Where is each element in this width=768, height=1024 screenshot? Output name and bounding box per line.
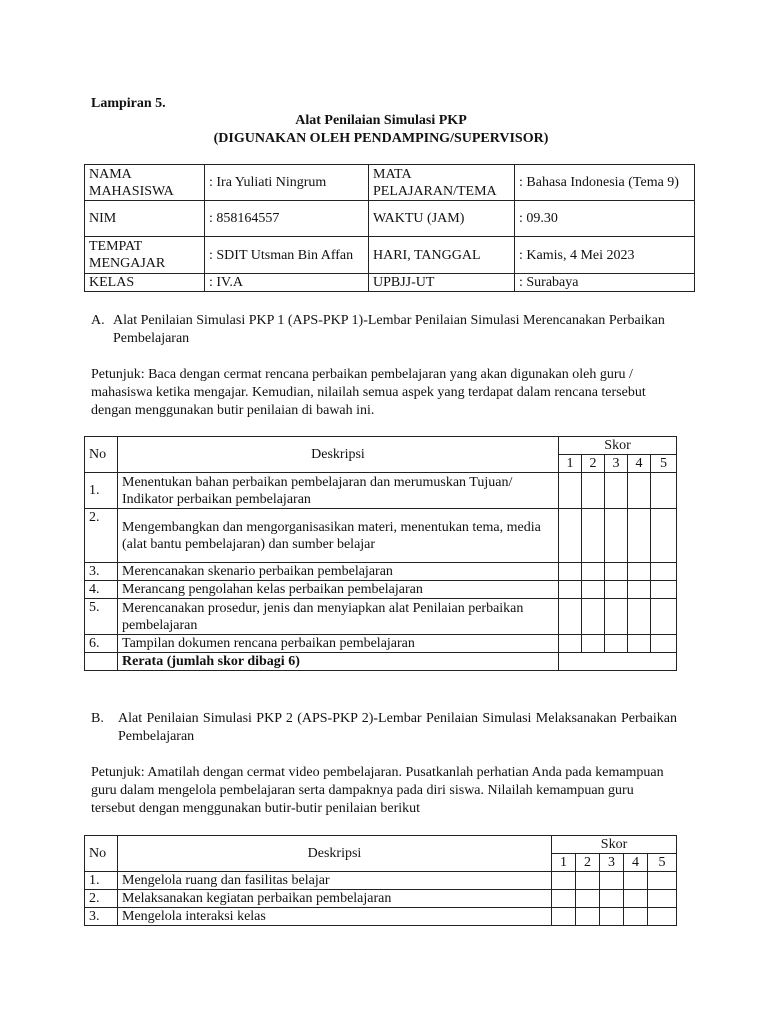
lampiran-label: Lampiran 5. [91, 96, 166, 111]
row-no: 1. [85, 473, 118, 509]
score-header: 4 [628, 455, 651, 473]
score-header: 1 [552, 854, 576, 872]
score-cell[interactable] [605, 599, 628, 635]
score-cell[interactable] [559, 581, 582, 599]
info-value: : SDIT Utsman Bin Affan [205, 237, 369, 274]
document-title: Alat Penilaian Simulasi PKP [295, 113, 467, 128]
section-a-heading: Alat Penilaian Simulasi PKP 1 (APS-PKP 1)-Lembar Penilaian Simulasi Merencanakan Perbaikan Pembelajaran [113, 313, 665, 346]
score-header: 2 [576, 854, 600, 872]
score-cell[interactable] [605, 635, 628, 653]
score-cell[interactable] [624, 872, 648, 890]
score-cell[interactable] [576, 872, 600, 890]
table-row [85, 509, 677, 563]
score-cell[interactable] [651, 509, 677, 563]
score-cell[interactable] [552, 908, 576, 926]
table-row [85, 890, 677, 908]
score-cell[interactable] [582, 509, 605, 563]
score-cell[interactable] [559, 563, 582, 581]
info-value: : Ira Yuliati Ningrum [205, 165, 369, 201]
col-desc-header: Deskripsi [118, 836, 552, 872]
score-cell[interactable] [576, 908, 600, 926]
score-cell[interactable] [605, 473, 628, 509]
score-cell[interactable] [605, 581, 628, 599]
row-desc: Melaksanakan kegiatan perbaikan pembelajaran [118, 890, 552, 908]
row-desc: Menentukan bahan perbaikan pembelajaran dan merumuskan Tujuan/ Indikator perbaikan pembelajaran [118, 473, 559, 509]
info-value: : IV.A [205, 274, 369, 292]
section-b-letter: B. [91, 711, 104, 726]
row-desc: Mengembangkan dan mengorganisasikan materi, menentukan tema, media (alat bantu pembelajaran) dan sumber belajar [118, 509, 559, 563]
table-header-row [85, 836, 677, 854]
score-cell[interactable] [605, 509, 628, 563]
score-cell[interactable] [648, 890, 677, 908]
row-no: 3. [85, 563, 118, 581]
row-desc: Merancang pengolahan kelas perbaikan pembelajaran [118, 581, 559, 599]
assessment-table-b [84, 835, 677, 926]
table-row [85, 908, 677, 926]
col-skor-header: Skor [559, 437, 677, 455]
score-cell[interactable] [624, 890, 648, 908]
row-no: 4. [85, 581, 118, 599]
score-cell[interactable] [559, 599, 582, 635]
table-row [85, 872, 677, 890]
score-cell[interactable] [651, 599, 677, 635]
score-cell[interactable] [628, 509, 651, 563]
section-a-instructions: Petunjuk: Baca dengan cermat rencana perbaikan pembelajaran yang akan digunakan oleh guru / mahasiswa ketika mengajar. Kemudian, nilailah semua aspek yang terdapat dalam rencana tersebut dengan menggunakan butir penilaian di bawah ini. [91, 367, 646, 418]
table-header-row [85, 437, 677, 455]
rerata-label: Rerata (jumlah skor dibagi 6) [118, 653, 559, 671]
info-label: UPBJJ-UT [369, 274, 515, 292]
row-no: 2. [85, 890, 118, 908]
score-cell[interactable] [628, 599, 651, 635]
col-no-header: No [85, 437, 118, 473]
score-cell[interactable] [651, 635, 677, 653]
row-desc: Mengelola ruang dan fasilitas belajar [118, 872, 552, 890]
score-cell[interactable] [559, 635, 582, 653]
row-no: 1. [85, 872, 118, 890]
score-cell[interactable] [648, 872, 677, 890]
info-value: : Bahasa Indonesia (Tema 9) [515, 165, 695, 201]
score-cell[interactable] [651, 473, 677, 509]
info-label: WAKTU (JAM) [369, 201, 515, 237]
score-cell[interactable] [624, 908, 648, 926]
col-desc-header: Deskripsi [118, 437, 559, 473]
score-cell[interactable] [600, 872, 624, 890]
score-cell[interactable] [552, 890, 576, 908]
col-skor-header: Skor [552, 836, 677, 854]
info-value: : Surabaya [515, 274, 695, 292]
score-header: 2 [582, 455, 605, 473]
col-no-header: No [85, 836, 118, 872]
table-row [85, 599, 677, 635]
score-cell[interactable] [651, 581, 677, 599]
info-value: : 09.30 [515, 201, 695, 237]
score-cell[interactable] [628, 473, 651, 509]
info-row [85, 165, 695, 201]
score-header: 5 [648, 854, 677, 872]
score-cell[interactable] [600, 890, 624, 908]
score-header: 5 [651, 455, 677, 473]
row-no: 6. [85, 635, 118, 653]
info-label: TEMPAT MENGAJAR [85, 237, 205, 274]
row-desc: Mengelola interaksi kelas [118, 908, 552, 926]
row-no: 5. [85, 599, 118, 635]
info-value: : Kamis, 4 Mei 2023 [515, 237, 695, 274]
score-cell[interactable] [628, 581, 651, 599]
score-cell[interactable] [582, 635, 605, 653]
score-cell[interactable] [605, 563, 628, 581]
info-row [85, 201, 695, 237]
score-cell[interactable] [576, 890, 600, 908]
table-row [85, 473, 677, 509]
table-row [85, 581, 677, 599]
row-no: 2. [85, 509, 118, 563]
score-cell[interactable] [582, 581, 605, 599]
row-desc: Merencanakan prosedur, jenis dan menyiapkan alat Penilaian perbaikan pembelajaran [118, 599, 559, 635]
info-table [84, 164, 695, 292]
document-subtitle: (DIGUNAKAN OLEH PENDAMPING/SUPERVISOR) [213, 131, 549, 146]
score-cell[interactable] [582, 563, 605, 581]
score-header: 3 [605, 455, 628, 473]
info-label: NAMA MAHASISWA [85, 165, 205, 201]
score-cell[interactable] [628, 635, 651, 653]
score-cell[interactable] [559, 473, 582, 509]
info-label: MATA PELAJARAN/TEMA [369, 165, 515, 201]
score-cell[interactable] [648, 908, 677, 926]
info-row [85, 237, 695, 274]
score-cell[interactable] [628, 563, 651, 581]
score-cell[interactable] [600, 908, 624, 926]
info-label: NIM [85, 201, 205, 237]
row-no: 3. [85, 908, 118, 926]
section-b-heading: Alat Penilaian Simulasi PKP 2 (APS-PKP 2)-Lembar Penilaian Simulasi Melaksanakan Perbaikan Pembelajaran [118, 711, 677, 744]
table-row [85, 563, 677, 581]
info-label: KELAS [85, 274, 205, 292]
info-value: : 858164557 [205, 201, 369, 237]
section-a-letter: A. [91, 313, 105, 328]
score-cell[interactable] [559, 509, 582, 563]
row-desc: Merencanakan skenario perbaikan pembelajaran [118, 563, 559, 581]
assessment-table-a [84, 436, 677, 671]
info-label: HARI, TANGGAL [369, 237, 515, 274]
rerata-value-cell[interactable] [559, 653, 677, 671]
info-row [85, 274, 695, 292]
score-cell[interactable] [651, 563, 677, 581]
score-header: 4 [624, 854, 648, 872]
score-cell[interactable] [582, 473, 605, 509]
score-cell[interactable] [582, 599, 605, 635]
score-header: 3 [600, 854, 624, 872]
score-header: 1 [559, 455, 582, 473]
rerata-row [85, 653, 677, 671]
section-b-instructions: Petunjuk: Amatilah dengan cermat video pembelajaran. Pusatkanlah perhatian Anda pada kemampuan guru dalam mengelola pembelajaran serta dampaknya pada diri siswa. Nilailah kemampuan guru tersebut dengan menggunakan butir-butir penilaian berikut [91, 765, 664, 816]
score-cell[interactable] [552, 872, 576, 890]
table-row [85, 635, 677, 653]
row-desc: Tampilan dokumen rencana perbaikan pembelajaran [118, 635, 559, 653]
